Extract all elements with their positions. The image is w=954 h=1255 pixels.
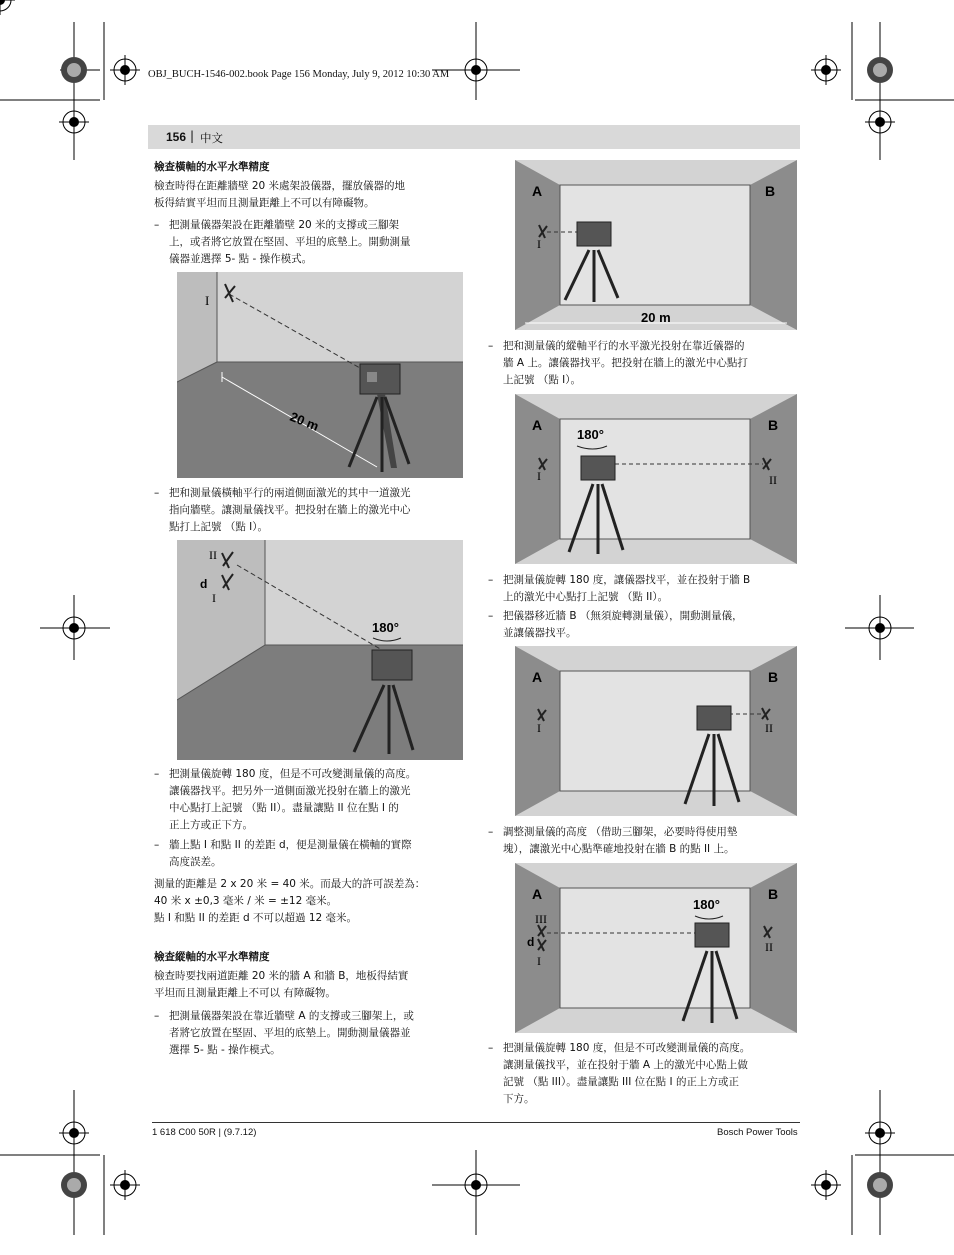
section-heading-vertical-axis: 檢查縱軸的水平水準精度 — [154, 951, 270, 963]
point-iii-label: III — [535, 912, 547, 926]
rotation-label: 180° — [693, 897, 720, 912]
distance-label: 20 m — [641, 310, 671, 325]
figure-near-wall-b — [515, 646, 797, 816]
rotation-label: 180° — [577, 427, 604, 442]
d-label: d — [200, 577, 208, 591]
wall-b-label: B — [765, 183, 776, 199]
d-label: d — [527, 935, 535, 949]
footer-rule — [152, 1122, 800, 1123]
section-heading-horizontal-axis: 檢查橫軸的水平水準精度 — [154, 161, 270, 173]
print-slug: OBJ_BUCH-1546-002.book Page 156 Monday, July 9, 2012 10:30 AM — [148, 69, 450, 80]
figure-rotated-mark-iii — [515, 863, 797, 1033]
tolerance-paragraph: 測量的距離是 2 x 20 米 = 40 米。而最大的許可誤差為： 40 米 x ±0,3 毫米 / 米 = ±12 毫米。 點 I 和點 II 的差距 d 不可以超過 12 毫米。 — [154, 878, 426, 924]
wall-b-label: B — [768, 669, 779, 685]
step-5: – 把測量儀器架設在靠近牆壁 A 的支撐或三腳架上，或 者將它放置在堅固、平坦的底墊上。開動測量儀器並 選擇 5- 點 - 操作模式。 — [154, 1010, 414, 1056]
point-ii-label: II — [209, 548, 217, 562]
step-3: – 把測量儀旋轉 180 度，但是不可改變測量儀的高度。 讓儀器找平。把另外一道側面激光投射在牆上的激光 中心點打上記號 （點 II）。盡量讓點 II 位在點 I 的 正上方或正下方。 — [154, 768, 417, 831]
step-8: – 把儀器移近牆 B （無須旋轉測量儀），開動測量儀， 並讓儀器找平。 — [488, 610, 743, 639]
step-4: – 牆上點 I 和點 II 的差距 d，便是測量儀在橫軸的實際 高度誤差。 — [154, 839, 412, 868]
wall-a-label: A — [532, 886, 543, 902]
point-i-label: I — [537, 469, 541, 483]
point-ii-label: II — [769, 473, 777, 487]
step-7: – 把測量儀旋轉 180 度，讓儀器找平，並在投射于牆 B 上的激光中心點打上記號 （點 II）。 — [488, 574, 751, 603]
wall-a-label: A — [532, 417, 543, 433]
step-1: – 把測量儀器架設在距離牆壁 20 米的支撐或三腳架 上，或者將它放置在堅固、平坦的底墊上。開動測量 儀器並選擇 5- 點 - 操作模式。 — [154, 219, 411, 265]
footer-brand: Bosch Power Tools — [717, 1127, 798, 1138]
distance-label: 20 m — [287, 408, 321, 434]
header-separator: | — [190, 129, 195, 143]
point-i-label: I — [537, 954, 541, 968]
figure-walls-ab-near-a — [515, 160, 797, 330]
intro-paragraph-1: 檢查時得在距離牆壁 20 米處架設儀器，擺放儀器的地 板得結實平坦而且測量距離上不可以有障礙物。 — [154, 180, 406, 209]
point-ii-label: II — [765, 721, 773, 735]
figure-wall-rotated-180 — [177, 540, 463, 760]
wall-a-label: A — [532, 183, 543, 199]
rotation-label: 180° — [372, 620, 399, 635]
step-10: – 把測量儀旋轉 180 度，但是不可改變測量儀的高度。 讓測量儀找平，並在投射于牆 A 上的激光中心點上做 記號 （點 III）。盡量讓點 III 位在點 I 的正上方或正 下方。 — [488, 1042, 751, 1105]
point-ii-label: II — [765, 940, 773, 954]
page-header-bar — [148, 125, 800, 149]
point-i-label: I — [205, 293, 210, 308]
wall-a-label: A — [532, 669, 543, 685]
step-9: – 調整測量儀的高度 （借助三腳架，必要時得使用墊 塊），讓激光中心點準確地投射在牆 B 的點 II 上。 — [488, 826, 738, 855]
header-language: 中文 — [200, 131, 223, 145]
figure-wall-20m-setup — [177, 272, 463, 478]
intro-paragraph-2: 檢查時要找兩道距離 20 米的牆 A 和牆 B，地板得結實 平坦而且測量距離上不可以 有障礙物。 — [154, 970, 409, 999]
wall-b-label: B — [768, 886, 779, 902]
figure-rotated-mark-ii — [515, 394, 797, 564]
point-i-label: I — [537, 721, 541, 735]
wall-b-label: B — [768, 417, 779, 433]
page-number: 156 — [166, 130, 187, 144]
step-2: – 把和測量儀橫軸平行的兩道側面激光的其中一道激光 指向牆壁。讓測量儀找平。把投射在牆上的激光中心 點打上記號 （點 I）。 — [154, 487, 411, 533]
step-6: – 把和測量儀的縱軸平行的水平激光投射在靠近儀器的 牆 A 上。讓儀器找平。把投射在牆上的激光中心點打 上記號 （點 I）。 — [488, 340, 748, 386]
point-i-label: I — [212, 591, 216, 605]
point-i-label: I — [537, 237, 541, 251]
footer-document-code: 1 618 C00 50R | (9.7.12) — [152, 1127, 257, 1138]
